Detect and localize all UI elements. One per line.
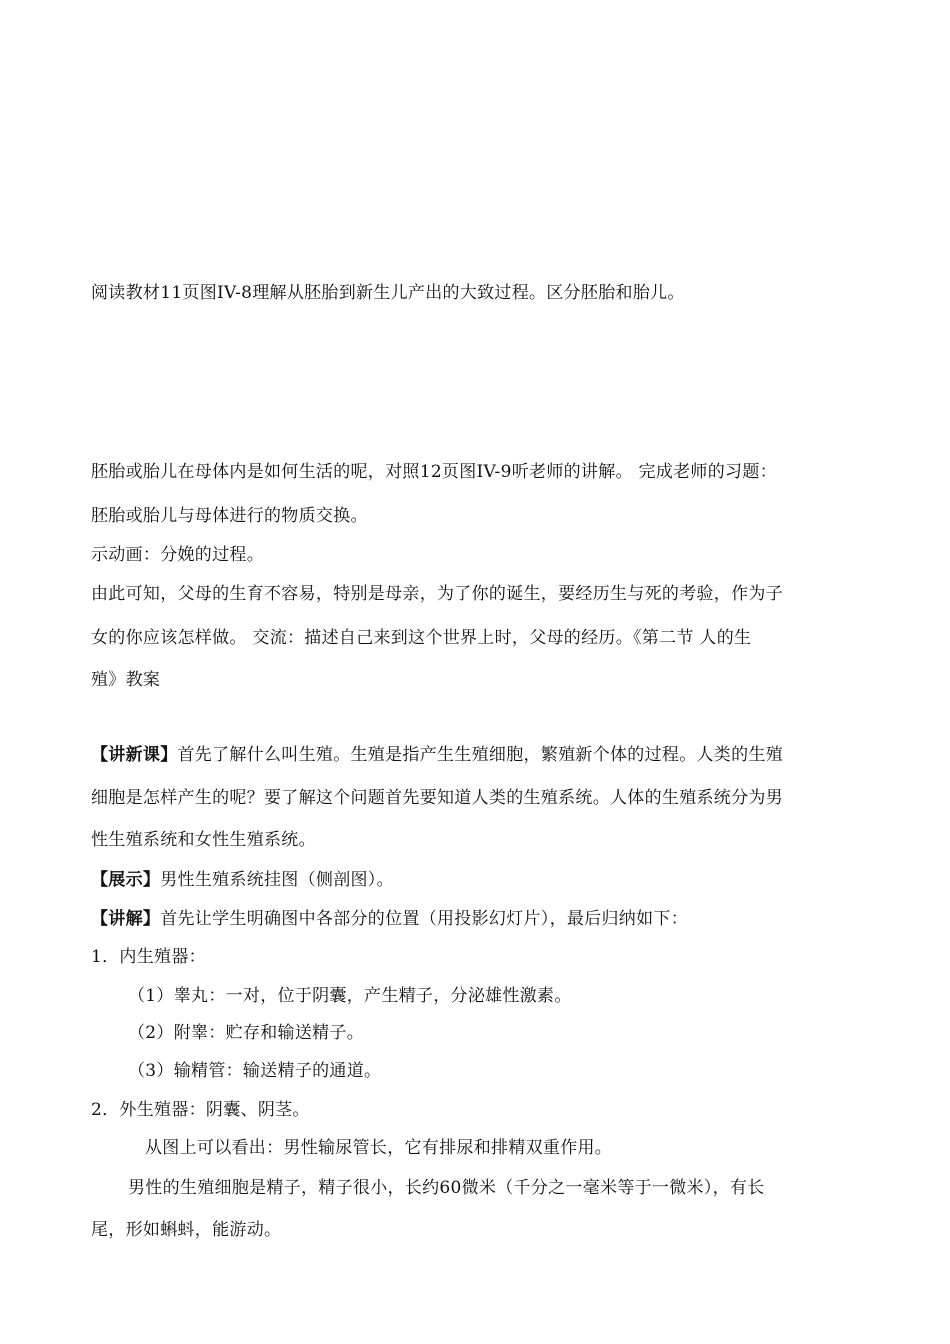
paragraph-embryo-life-line1: 胚胎或胎儿在母体内是如何生活的呢，对照12页图IV-9听老师的讲解。 完成老师的习题： [91, 462, 777, 482]
new-lesson-label: 【讲新课】 [91, 745, 178, 765]
paragraph-explain [91, 908, 688, 930]
list-subitem-vas-deferens: （3）输精管：输送精子的通道。 [128, 1061, 382, 1081]
paragraph-new-lesson-line3: 性生殖系统和女性生殖系统。 [91, 830, 316, 850]
paragraph-parents-line2: 女的你应该怎样做。 交流：描述自己来到这个世界上时，父母的经历。《第二节 人的生 [91, 628, 752, 648]
list-item-internal-organs: 1．内生殖器： [91, 947, 206, 967]
paragraph-urethra: 从图上可以看出：男性输尿管长，它有排尿和排精双重作用。 [145, 1138, 613, 1158]
paragraph-sperm-line2: 尾，形如蝌蚪，能游动。 [91, 1220, 282, 1240]
paragraph-sperm-line1: 男性的生殖细胞是精子，精子很小，长约60微米（千分之一毫米等于一微米），有长 [128, 1178, 765, 1198]
explain-label: 【讲解】 [91, 909, 161, 929]
list-item-external-organs: 2．外生殖器：阴囊、阴茎。 [91, 1100, 310, 1120]
paragraph-reading-fig-iv8: 阅读教材11页图IV-8理解从胚胎到新生儿产出的大致过程。区分胚胎和胎儿。 [91, 283, 685, 303]
paragraph-parents-line3: 殖》教案 [91, 670, 161, 690]
paragraph-display [91, 869, 394, 891]
paragraph-animation: 示动画：分娩的过程。 [91, 545, 264, 565]
paragraph-new-lesson-line1 [91, 744, 783, 766]
list-subitem-testis: （1）睾丸：一对，位于阴囊，产生精子，分泌雄性激素。 [128, 986, 572, 1006]
paragraph-embryo-life-line2: 胚胎或胎儿与母体进行的物质交换。 [91, 506, 368, 526]
list-subitem-epididymis: （2）附睾：贮存和输送精子。 [128, 1023, 365, 1043]
display-label: 【展示】 [91, 870, 161, 890]
paragraph-new-lesson-line2: 细胞是怎样产生的呢？要了解这个问题首先要知道人类的生殖系统。人体的生殖系统分为男 [91, 788, 783, 808]
new-lesson-text: 首先了解什么叫生殖。生殖是指产生生殖细胞，繁殖新个体的过程。人类的生殖 [177, 745, 783, 765]
display-text: 男性生殖系统挂图（侧剖图）。 [160, 870, 394, 890]
explain-text: 首先让学生明确图中各部分的位置（用投影幻灯片），最后归纳如下： [160, 909, 689, 929]
paragraph-parents-line1: 由此可知，父母的生育不容易，特别是母亲，为了你的诞生，要经历生与死的考验，作为子 [91, 584, 783, 604]
